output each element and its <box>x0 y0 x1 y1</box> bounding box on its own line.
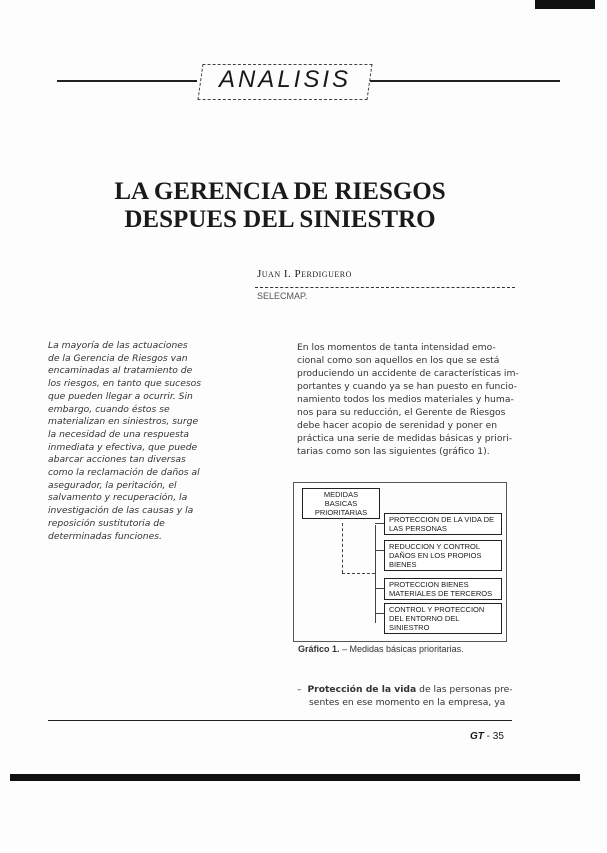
bullet-paragraph: – Protección de la vida de las personas pre- sentes en ese momento en la empresa, ya <box>297 684 513 708</box>
text-line: embargo, cuando éstos se <box>48 403 170 415</box>
text-line: CONTROL Y PROTECCION <box>389 605 485 614</box>
text-line: los riesgos, en tanto que sucesos <box>48 378 202 390</box>
text-line: tarias como son las siguientes (gráfico 1). <box>297 446 490 457</box>
text-line: materializan en siniestros, surge <box>48 416 199 428</box>
connector <box>375 588 384 589</box>
section-label: ANALISIS <box>218 66 352 93</box>
text-line: PRIORITARIAS <box>314 508 368 517</box>
text-line: que pueden llegar a ocurrir. Sin <box>48 390 193 402</box>
header-rule-right <box>370 80 560 82</box>
header-rule-left <box>57 80 197 82</box>
diagram-item-box <box>384 578 502 600</box>
affiliation: SELECMAP. <box>257 291 308 301</box>
figure-caption: Gráfico 1. – Medidas básicas prioritarias. <box>298 644 464 654</box>
text-line: asegurador, la peritación, el <box>48 479 177 491</box>
diagram-item-box <box>384 603 502 634</box>
text-line: debe hacer acopio de serenidad y poner en <box>297 420 498 431</box>
text-line: REDUCCION Y CONTROL <box>389 542 480 551</box>
body-column <box>297 341 519 458</box>
text-line: SINIESTRO <box>389 623 430 632</box>
abstract-column <box>48 340 201 543</box>
text-line: reposición sustitutoria de <box>48 517 165 529</box>
text-line: portantes y cuando ya se han puesto en funcio- <box>297 381 518 392</box>
text-line: DEL ENTORNO DEL <box>389 614 460 623</box>
text-line: En los momentos de tanta intensidad emo- <box>297 342 496 353</box>
text-line: de la Gerencia de Riesgos van <box>48 352 188 364</box>
magazine-logo: GT <box>470 731 484 742</box>
connector <box>375 550 384 551</box>
text-line: encaminadas al tratamiento de <box>48 365 193 377</box>
title-line: LA GERENCIA DE RIESGOS <box>114 178 446 205</box>
text-line: BIENES <box>389 560 417 569</box>
text-line: inmediata y efectiva, que puede <box>48 441 198 453</box>
author: Juan I. Perdiguero <box>257 268 352 280</box>
text-line: namiento todos los medios materiales y huma- <box>297 394 514 405</box>
title-line: DESPUES DEL SINIESTRO <box>124 206 436 233</box>
diagram-item-box <box>384 540 502 571</box>
text-line: PROTECCION BIENES <box>389 580 469 589</box>
text-line: MATERIALES DE TERCEROS <box>389 589 493 598</box>
top-edge-bar <box>535 0 595 9</box>
text-line: investigación de las causas y la <box>48 505 194 517</box>
text-line: produciendo un accidente de características im- <box>297 368 519 379</box>
text-line: determinadas funciones. <box>48 530 162 542</box>
text-line: práctica una serie de medidas básicas y priori- <box>297 433 513 444</box>
text-line: MEDIDAS <box>323 490 359 499</box>
text-line: BASICAS <box>324 499 358 508</box>
connector <box>375 525 376 623</box>
text-line: como la reclamación de daños al <box>48 467 200 479</box>
article-title <box>60 178 500 234</box>
author-rule <box>255 287 515 288</box>
connector <box>342 523 343 573</box>
connector <box>375 523 384 524</box>
text-line: cional como son aquellos en los que se está <box>297 355 500 366</box>
diagram-frame <box>293 482 507 642</box>
text-line: nos para su reducción, el Gerente de Riesgos <box>297 407 506 418</box>
text-line: abarcar acciones tan diversas <box>48 454 186 466</box>
footer-rule <box>48 720 512 721</box>
page-number: GT - 35 <box>470 731 504 742</box>
diagram-root-box <box>302 488 380 519</box>
text-line: DAÑOS EN LOS PROPIOS <box>389 551 482 560</box>
diagram-item-box <box>384 513 502 535</box>
text-line: salvamento y recuperación, la <box>48 492 188 504</box>
bottom-edge-bar <box>10 774 580 781</box>
text-line: PROTECCION DE LA VIDA DE <box>389 515 495 524</box>
text-line: La mayoría de las actuaciones <box>48 340 188 351</box>
text-line: la necesidad de una respuesta <box>48 428 189 440</box>
text-line: LAS PERSONAS <box>389 524 447 533</box>
connector <box>375 613 384 614</box>
connector <box>342 573 375 574</box>
